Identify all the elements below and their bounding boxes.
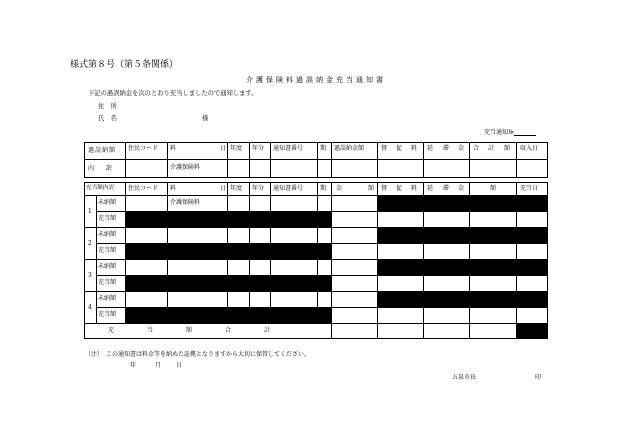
note-text: この通知書は料金等を納めた証拠となりますから大切に保管してください。 bbox=[106, 351, 311, 358]
group-1-allocated-label: 充当額 bbox=[98, 215, 117, 222]
t1-header-period: 期 bbox=[320, 145, 327, 152]
honorific: 様 bbox=[202, 115, 209, 122]
shade-g4-allocated bbox=[125, 307, 331, 323]
address-label: 住 所 bbox=[98, 103, 117, 110]
date-year-label: 年 bbox=[130, 362, 137, 369]
intro-text: 下記の過誤納金を次のとおり充当しましたので通知します。 bbox=[88, 90, 258, 97]
t1-header-go: 合 bbox=[473, 145, 480, 152]
shade-total-date bbox=[516, 323, 548, 339]
t2-corner-label: 充当額内訳 bbox=[86, 185, 114, 191]
t1-header-ryo: 料 bbox=[170, 145, 177, 152]
total-label-3: 額 bbox=[186, 327, 193, 334]
t2-header-gaku: 額 bbox=[368, 185, 375, 192]
t2-header-en: 延 bbox=[427, 185, 434, 192]
t2-header-ryo2: 料 bbox=[411, 185, 418, 192]
mayor-label: 五泉市長 bbox=[452, 374, 477, 381]
shade-g2-unpaid-right bbox=[377, 227, 548, 243]
t1-header-tai: 滞 bbox=[443, 145, 450, 152]
document-title: 介護保険料過誤納金充当通知書 bbox=[246, 76, 386, 84]
t2-header-hi: 日 bbox=[220, 185, 227, 192]
t1-header-receipt-date: 収入日 bbox=[520, 145, 539, 152]
t1-header-ryo2: 料 bbox=[411, 145, 418, 152]
group-number-4: 4 bbox=[88, 304, 92, 311]
t1-row-kind: 介護保険料 bbox=[170, 164, 201, 171]
t2-header-ryo: 料 bbox=[170, 185, 177, 192]
shade-g2-allocated bbox=[125, 243, 331, 259]
t2-header-allocation-date: 充当日 bbox=[520, 185, 539, 192]
t2-header-notice-number: 通知書番号 bbox=[273, 185, 304, 192]
notice-number-blank bbox=[514, 129, 536, 136]
t1-header-kei: 計 bbox=[488, 145, 495, 152]
notice-number-label: 充当通知№ bbox=[484, 129, 514, 136]
group-3-unpaid-label: 未納額 bbox=[98, 263, 117, 270]
form-number: 様式第８号（第５条関係） bbox=[70, 60, 179, 70]
group-2-allocated-label: 充当額 bbox=[98, 247, 117, 254]
t1-header-to: 督 bbox=[381, 145, 388, 152]
group-2-unpaid-label: 未納額 bbox=[98, 231, 117, 238]
shade-g3-unpaid-right bbox=[377, 259, 548, 275]
t2-header-year-portion: 年分 bbox=[252, 185, 265, 192]
t1-header-overpaid-amount: 過誤納金額 bbox=[334, 145, 365, 152]
t2-header-resident-code: 住民コード bbox=[128, 185, 159, 192]
group-4-allocated-label: 充当額 bbox=[98, 311, 117, 318]
breakdown-row-label: 内 訳 bbox=[88, 165, 113, 172]
t2-header-kin2: 金 bbox=[458, 185, 465, 192]
t2-header-to: 督 bbox=[381, 185, 388, 192]
group-1-kind: 介護保険料 bbox=[170, 199, 201, 206]
name-label: 氏 名 bbox=[98, 115, 117, 122]
group-number-3: 3 bbox=[88, 272, 92, 279]
overpayment-row-label: 過誤納額 bbox=[88, 147, 117, 154]
notice-number bbox=[484, 127, 536, 136]
shade-g1-unpaid-right bbox=[377, 195, 548, 211]
group-3-allocated-label: 充当額 bbox=[98, 279, 117, 286]
total-label-1: 充 bbox=[108, 327, 115, 334]
t2-header-tai: 滞 bbox=[443, 185, 450, 192]
date-day-label: 日 bbox=[176, 362, 183, 369]
total-label-5: 計 bbox=[264, 327, 271, 334]
t1-header-gaku: 額 bbox=[504, 145, 511, 152]
group-1-unpaid-label: 未納額 bbox=[98, 199, 117, 206]
shade-g1-allocated bbox=[125, 211, 331, 227]
note-mark: （注） bbox=[85, 351, 104, 358]
total-label-2: 当 bbox=[147, 327, 154, 334]
t1-header-notice-number: 通知書番号 bbox=[273, 145, 304, 152]
t1-header-year-portion: 年分 bbox=[252, 145, 265, 152]
t2-header-kin: 金 bbox=[336, 185, 343, 192]
t1-header-en: 延 bbox=[427, 145, 434, 152]
t1-header-hi: 日 bbox=[220, 145, 227, 152]
date-month-label: 月 bbox=[155, 362, 162, 369]
total-label-4: 合 bbox=[225, 327, 232, 334]
t2-header-gaku2: 額 bbox=[490, 185, 497, 192]
t2-header-fiscal-year: 年度 bbox=[230, 185, 243, 192]
t2-header-soku: 促 bbox=[396, 185, 403, 192]
t1-header-soku: 促 bbox=[396, 145, 403, 152]
group-number-2: 2 bbox=[88, 240, 92, 247]
group-number-1: 1 bbox=[88, 208, 92, 215]
t1-header-kin: 金 bbox=[458, 145, 465, 152]
t1-header-fiscal-year: 年度 bbox=[230, 145, 243, 152]
seal-mark: 印 bbox=[535, 374, 542, 381]
shade-g3-allocated bbox=[125, 275, 331, 291]
t2-header-period: 期 bbox=[320, 185, 327, 192]
t1-header-resident-code: 住民コード bbox=[128, 145, 159, 152]
group-4-unpaid-label: 未納額 bbox=[98, 295, 117, 302]
shade-g4-unpaid-right bbox=[377, 291, 548, 307]
